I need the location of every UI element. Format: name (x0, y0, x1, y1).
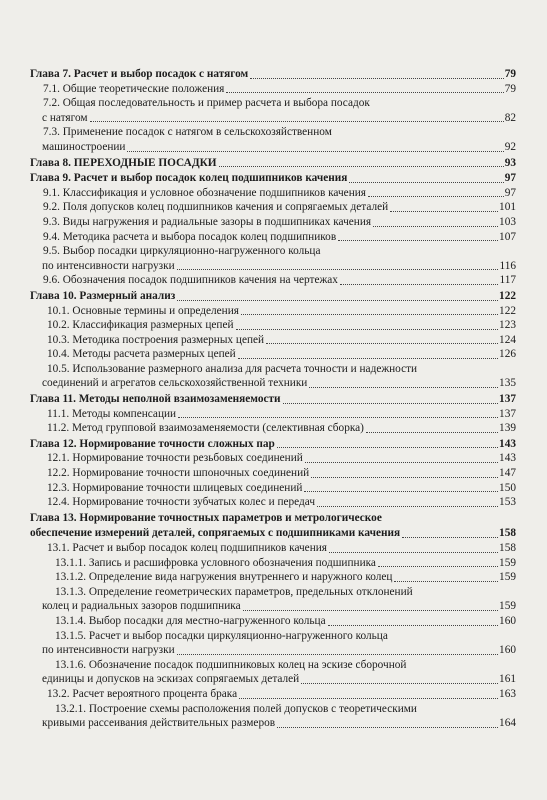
toc-dot-leader (301, 683, 498, 684)
toc-chapter-line (30, 392, 516, 407)
toc-dot-leader (226, 92, 503, 93)
toc-page-number: 150 (499, 481, 516, 494)
toc-page-number: 159 (499, 600, 516, 613)
toc-dot-leader (177, 300, 498, 301)
toc-section-line (30, 200, 516, 215)
toc-page-number: 97 (504, 186, 516, 199)
toc-entry-text: 12.2. Нормирование точности шпоночных соединений (47, 467, 310, 480)
toc-dot-leader (368, 196, 504, 197)
toc-entry-text: Глава 8. ПЕРЕХОДНЫЕ ПОСАДКИ (30, 156, 217, 169)
toc-dot-leader (349, 182, 503, 183)
toc-entry-text: 9.5. Выбор посадки циркуляционно-нагруженного кольца (43, 245, 321, 258)
toc-dot-leader (241, 314, 498, 315)
toc-section-line (30, 230, 516, 245)
toc-entry-text: 9.4. Методика расчета и выбора посадок колец подшипников (43, 230, 337, 243)
toc-section-line (30, 273, 516, 288)
toc-entry-text: 13.1.5. Расчет и выбор посадки циркуляционно-нагруженного кольца (55, 629, 388, 642)
toc-page-number: 158 (499, 527, 516, 540)
toc-section-line (30, 556, 516, 571)
toc-entry-text: соединений и агрегатов сельскохозяйственной техники (42, 377, 308, 390)
toc-page-number: 164 (499, 717, 516, 730)
toc-entry-text: с натягом (42, 111, 88, 124)
toc-entry-text: 7.2. Общая последовательность и пример расчета и выбора посадок (43, 97, 370, 110)
toc-section-line (30, 421, 516, 436)
toc-section-line (30, 614, 516, 629)
toc-section-line (30, 481, 516, 496)
toc-section-line (30, 570, 516, 585)
toc-entry-text: 9.2. Поля допусков колец подшипников качения и сопрягаемых деталей (43, 201, 389, 214)
toc-entry-text: 7.1. Общие теоретические положения (43, 82, 225, 95)
toc-section-line (30, 407, 516, 422)
toc-dot-leader (239, 698, 498, 699)
toc-chapter-line (30, 171, 516, 186)
toc-dot-leader (305, 462, 498, 463)
toc-dot-leader (219, 166, 504, 167)
toc-section-line (30, 186, 516, 201)
toc-entry-text: 9.3. Виды нагружения и радиальные зазоры в подшипниках качения (43, 215, 372, 228)
toc-section-line (30, 125, 516, 140)
toc-entry-text: единицы и допусков на эскизах сопрягаемых деталей (42, 673, 300, 686)
toc-chapter-line (30, 289, 516, 304)
toc-dot-leader (266, 343, 498, 344)
toc-page-number: 153 (499, 496, 516, 509)
toc-entry-text: 10.1. Основные термины и определения (47, 304, 239, 317)
toc-entry-text: 13.1.1. Запись и расшифровка условного обозначения подшипника (55, 556, 376, 569)
toc-section-line (30, 495, 516, 510)
toc-entry-text: 11.1. Методы компенсации (47, 407, 177, 420)
toc-entry-text: Глава 10. Размерный анализ (30, 289, 176, 302)
toc-dot-leader (394, 581, 498, 582)
toc-page-number: 161 (499, 673, 516, 686)
toc-section-line (30, 702, 516, 717)
toc-page-number: 97 (504, 172, 516, 185)
toc-dot-leader (236, 329, 499, 330)
toc-section-line (30, 466, 516, 481)
toc-section-line (30, 318, 516, 333)
toc-dot-leader (177, 269, 499, 270)
toc-section-line (30, 585, 516, 600)
toc-entry-text: 13.1.4. Выбор посадки для местно-нагруженного кольца (55, 614, 326, 627)
toc-section-line (30, 687, 516, 702)
toc-entry-text: по интенсивности нагрузки (42, 644, 175, 657)
toc-entry-text: кривыми рассеивания действительных размеров (42, 717, 276, 730)
table-of-contents (30, 66, 516, 731)
toc-section-line (30, 82, 516, 97)
toc-section-line (30, 244, 516, 259)
toc-entry-text: 12.1. Нормирование точности резьбовых соединений (47, 452, 303, 465)
toc-dot-leader (90, 121, 504, 122)
toc-chapter-line (30, 437, 516, 452)
toc-entry-text: 13.1.6. Обозначение посадок подшипниковых колец на эскизе сборочной (55, 658, 407, 671)
toc-page-number: 79 (504, 82, 516, 95)
toc-entry-text: 13.2. Расчет вероятного процента брака (47, 687, 238, 700)
toc-dot-leader (277, 727, 498, 728)
toc-chapter-line (30, 511, 516, 526)
toc-dot-leader (366, 432, 498, 433)
toc-entry-text: 10.4. Методы расчета размерных цепей (47, 348, 236, 361)
toc-page-number: 159 (499, 556, 516, 569)
toc-page-number: 143 (499, 452, 516, 465)
toc-entry-text: 12.3. Нормирование точности шлицевых соединений (47, 481, 303, 494)
toc-dot-leader (238, 358, 498, 359)
toc-dot-leader (373, 226, 498, 227)
toc-section-line (30, 541, 516, 556)
toc-dot-leader (338, 240, 498, 241)
toc-page-number: 160 (499, 644, 516, 657)
toc-entry-text: 13.1.2. Определение вида нагружения внутреннего и наружного колец (55, 571, 393, 584)
toc-entry-text: машиностроении (42, 140, 126, 153)
toc-page-number: 101 (499, 201, 516, 214)
toc-dot-leader (317, 506, 498, 507)
toc-entry-text: 13.2.1. Построение схемы расположения полей допусков с теоретическими (55, 702, 417, 715)
toc-page-number: 159 (499, 571, 516, 584)
toc-entry-text: 10.2. Классификация размерных цепей (47, 319, 234, 332)
toc-dot-leader (309, 387, 498, 388)
toc-section-line (30, 96, 516, 111)
toc-page-number: 124 (499, 333, 516, 346)
toc-entry-text: 13.1. Расчет и выбор посадок колец подшипников качения (47, 542, 327, 554)
toc-entry-text: по интенсивности нагрузки (42, 259, 175, 272)
toc-page-number: 82 (504, 111, 516, 124)
toc-dot-leader (127, 151, 503, 152)
toc-section-line (30, 333, 516, 348)
toc-dot-leader (340, 284, 499, 285)
toc-entry-text: Глава 7. Расчет и выбор посадок с натягом (30, 68, 249, 80)
toc-section-line (30, 111, 516, 126)
toc-dot-leader (177, 654, 498, 655)
toc-entry-text: Глава 12. Нормирование точности сложных пар (30, 437, 275, 450)
toc-section-line (30, 451, 516, 466)
toc-dot-leader (250, 78, 503, 79)
toc-dot-leader (329, 552, 498, 553)
toc-page-number: 79 (504, 68, 516, 80)
toc-dot-leader (243, 610, 498, 611)
toc-section-line (30, 376, 516, 391)
toc-dot-leader (178, 417, 498, 418)
toc-entry-text: 9.1. Классификация и условное обозначение подшипников качения (43, 186, 366, 199)
toc-section-line (30, 658, 516, 673)
toc-page-number: 143 (499, 437, 516, 450)
toc-page-number: 137 (499, 393, 516, 406)
toc-entry-text: 10.5. Использование размерного анализа для расчета точности и надежности (47, 362, 418, 375)
toc-dot-leader (328, 625, 498, 626)
toc-entry-text: 7.3. Применение посадок с натягом в сельскохозяйственном (43, 126, 332, 139)
toc-section-line (30, 599, 516, 614)
toc-page-number: 116 (499, 259, 516, 272)
toc-page-number: 123 (499, 319, 516, 332)
toc-entry-text: обеспечение измерений деталей, сопрягаемых с подшипниками качения (30, 527, 401, 540)
toc-chapter-line (30, 67, 516, 82)
toc-entry-text: 11.2. Метод групповой взаимозаменяемости (селективная сборка) (47, 422, 364, 435)
toc-page-number: 122 (499, 289, 516, 302)
toc-dot-leader (378, 566, 498, 567)
toc-entry-text: колец и радиальных зазоров подшипника (42, 600, 241, 613)
toc-page-number: 139 (499, 422, 516, 435)
toc-entry-text: 10.3. Методика построения размерных цепей (47, 333, 265, 346)
toc-dot-leader (390, 211, 498, 212)
toc-section-line (30, 672, 516, 687)
toc-page-number: 163 (499, 687, 516, 700)
toc-page-number: 93 (504, 156, 516, 169)
toc-page-number: 117 (499, 274, 516, 287)
toc-page-number: 107 (499, 230, 516, 243)
toc-page-number: 160 (499, 614, 516, 627)
toc-page-number: 103 (499, 215, 516, 228)
toc-dot-leader (283, 403, 498, 404)
toc-page-number: 126 (499, 348, 516, 361)
toc-page-number: 92 (504, 140, 516, 153)
toc-dot-leader (304, 491, 498, 492)
toc-page-number: 137 (499, 407, 516, 420)
toc-section-line (30, 140, 516, 155)
toc-dot-leader (311, 477, 498, 478)
toc-section-line (30, 629, 516, 644)
toc-section-line (30, 304, 516, 319)
toc-section-line (30, 362, 516, 377)
toc-dot-leader (402, 537, 498, 538)
toc-section-line (30, 347, 516, 362)
toc-entry-text: Глава 13. Нормирование точностных параметров и метрологическое (30, 511, 382, 524)
toc-entry-text: 13.1.3. Определение геометрических параметров, предельных отклонений (55, 585, 413, 598)
toc-section-line (30, 259, 516, 274)
toc-dot-leader (277, 447, 498, 448)
toc-page-number: 147 (499, 467, 516, 480)
toc-chapter-line (30, 156, 516, 171)
toc-entry-text: 12.4. Нормирование точности зубчатых колес и передач (47, 496, 316, 509)
toc-entry-text: Глава 9. Расчет и выбор посадок колец подшипников качения (30, 172, 348, 185)
toc-page-number: 135 (499, 377, 516, 390)
toc-page-number: 158 (499, 542, 516, 554)
toc-entry-text: Глава 11. Методы неполной взаимозаменяемости (30, 393, 281, 406)
toc-chapter-line (30, 526, 516, 541)
toc-section-line (30, 215, 516, 230)
toc-section-line (30, 716, 516, 731)
toc-section-line (30, 643, 516, 658)
toc-entry-text: 9.6. Обозначения посадок подшипников качения на чертежах (43, 274, 338, 287)
toc-page-number: 122 (499, 304, 516, 317)
